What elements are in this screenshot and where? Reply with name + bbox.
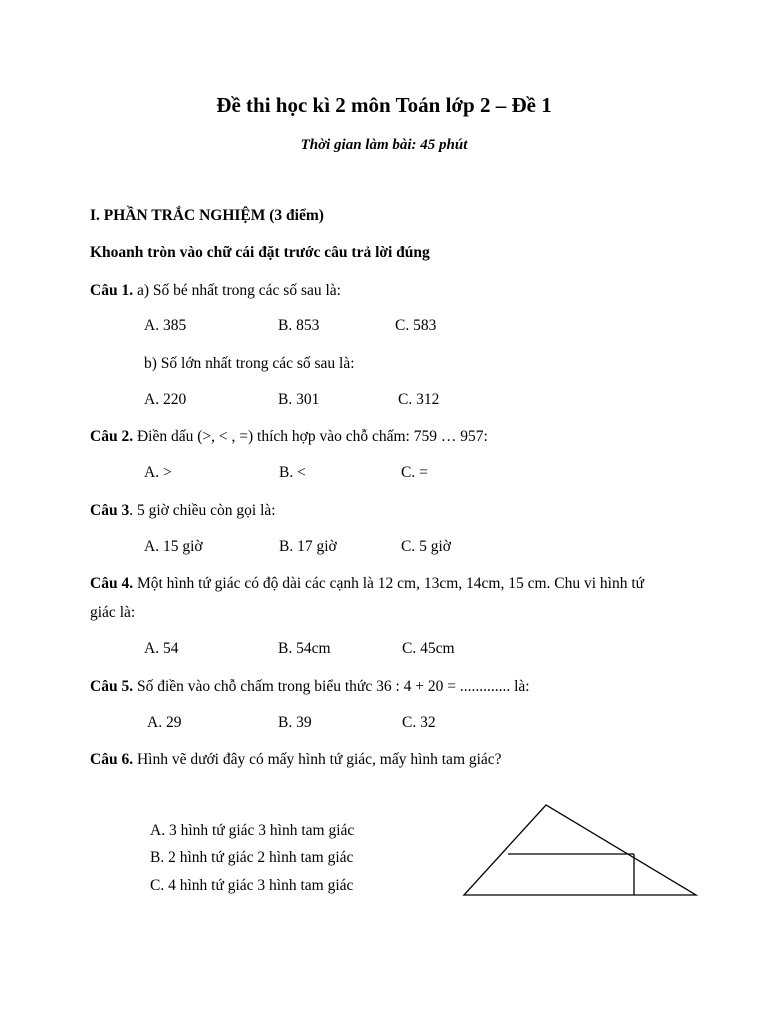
q6-option-c: C. 4 hình tứ giác 3 hình tam giác <box>150 877 354 894</box>
q1b-option-a: A. 220 <box>144 391 187 408</box>
page-subtitle: Thời gian làm bài: 45 phút <box>300 137 468 153</box>
question-text: Hình vẽ dưới đây có mấy hình tứ giác, mấy hình tam giác? <box>133 751 502 768</box>
question-3 <box>90 502 276 520</box>
q4-option-c: C. 45cm <box>402 640 455 657</box>
question-text: Số điền vào chỗ chấm trong biểu thức 36 : 4 + 20 = ............. là: <box>133 678 530 695</box>
question-label: Câu 2. <box>90 428 134 445</box>
q6-option-a: A. 3 hình tứ giác 3 hình tam giác <box>150 822 355 839</box>
q2-option-c: C. = <box>401 464 428 481</box>
question-text: Một hình tứ giác có độ dài các cạnh là 12 cm, 13cm, 14cm, 15 cm. Chu vi hình tứ <box>133 575 645 592</box>
section-heading: I. PHẦN TRẮC NGHIỆM (3 điểm) <box>90 207 324 224</box>
question-label: Câu 5. <box>90 678 134 695</box>
q1a-option-b: B. 853 <box>278 317 320 334</box>
q2-option-b: B. < <box>279 464 306 481</box>
q3-option-c: C. 5 giờ <box>401 538 451 555</box>
q1b-option-c: C. 312 <box>398 391 440 408</box>
q4-option-a: A. 54 <box>144 640 179 657</box>
q5-option-c: C. 32 <box>402 714 436 731</box>
q4-option-b: B. 54cm <box>278 640 331 657</box>
q1a-option-a: A. 385 <box>144 317 187 334</box>
question-4 <box>90 575 644 593</box>
question-5 <box>90 678 530 696</box>
question-label: Câu 6. <box>90 751 134 768</box>
q1b-option-b: B. 301 <box>278 391 320 408</box>
question-2 <box>90 428 488 446</box>
q5-option-b: B. 39 <box>278 714 312 731</box>
q1a-option-c: C. 583 <box>395 317 437 334</box>
outer-triangle <box>464 805 696 895</box>
question-6 <box>90 751 502 769</box>
q5-option-a: A. 29 <box>147 714 182 731</box>
instruction: Khoanh tròn vào chữ cái đặt trước câu trả lời đúng <box>90 244 430 261</box>
question-label: Câu 1. <box>90 282 134 299</box>
question-label: Câu 3 <box>90 502 130 519</box>
page-title: Đề thi học kì 2 môn Toán lớp 2 – Đề 1 <box>216 93 552 117</box>
question-1 <box>90 282 341 300</box>
question-label: Câu 4. <box>90 575 134 592</box>
q2-option-a: A. > <box>144 464 172 481</box>
q6-option-b: B. 2 hình tứ giác 2 hình tam giác <box>150 849 354 866</box>
question-text: . 5 giờ chiều còn gọi là: <box>129 502 276 519</box>
question-text: Điền dấu (>, < , =) thích hợp vào chỗ chấm: 759 … 957: <box>133 428 488 445</box>
question-4-continued: giác là: <box>90 604 136 621</box>
q3-option-a: A. 15 giờ <box>144 538 203 555</box>
question-1b-text: b) Số lớn nhất trong các số sau là: <box>144 355 355 372</box>
question-text: a) Số bé nhất trong các số sau là: <box>133 282 341 299</box>
q3-option-b: B. 17 giờ <box>279 538 337 555</box>
triangle-figure <box>462 802 702 902</box>
